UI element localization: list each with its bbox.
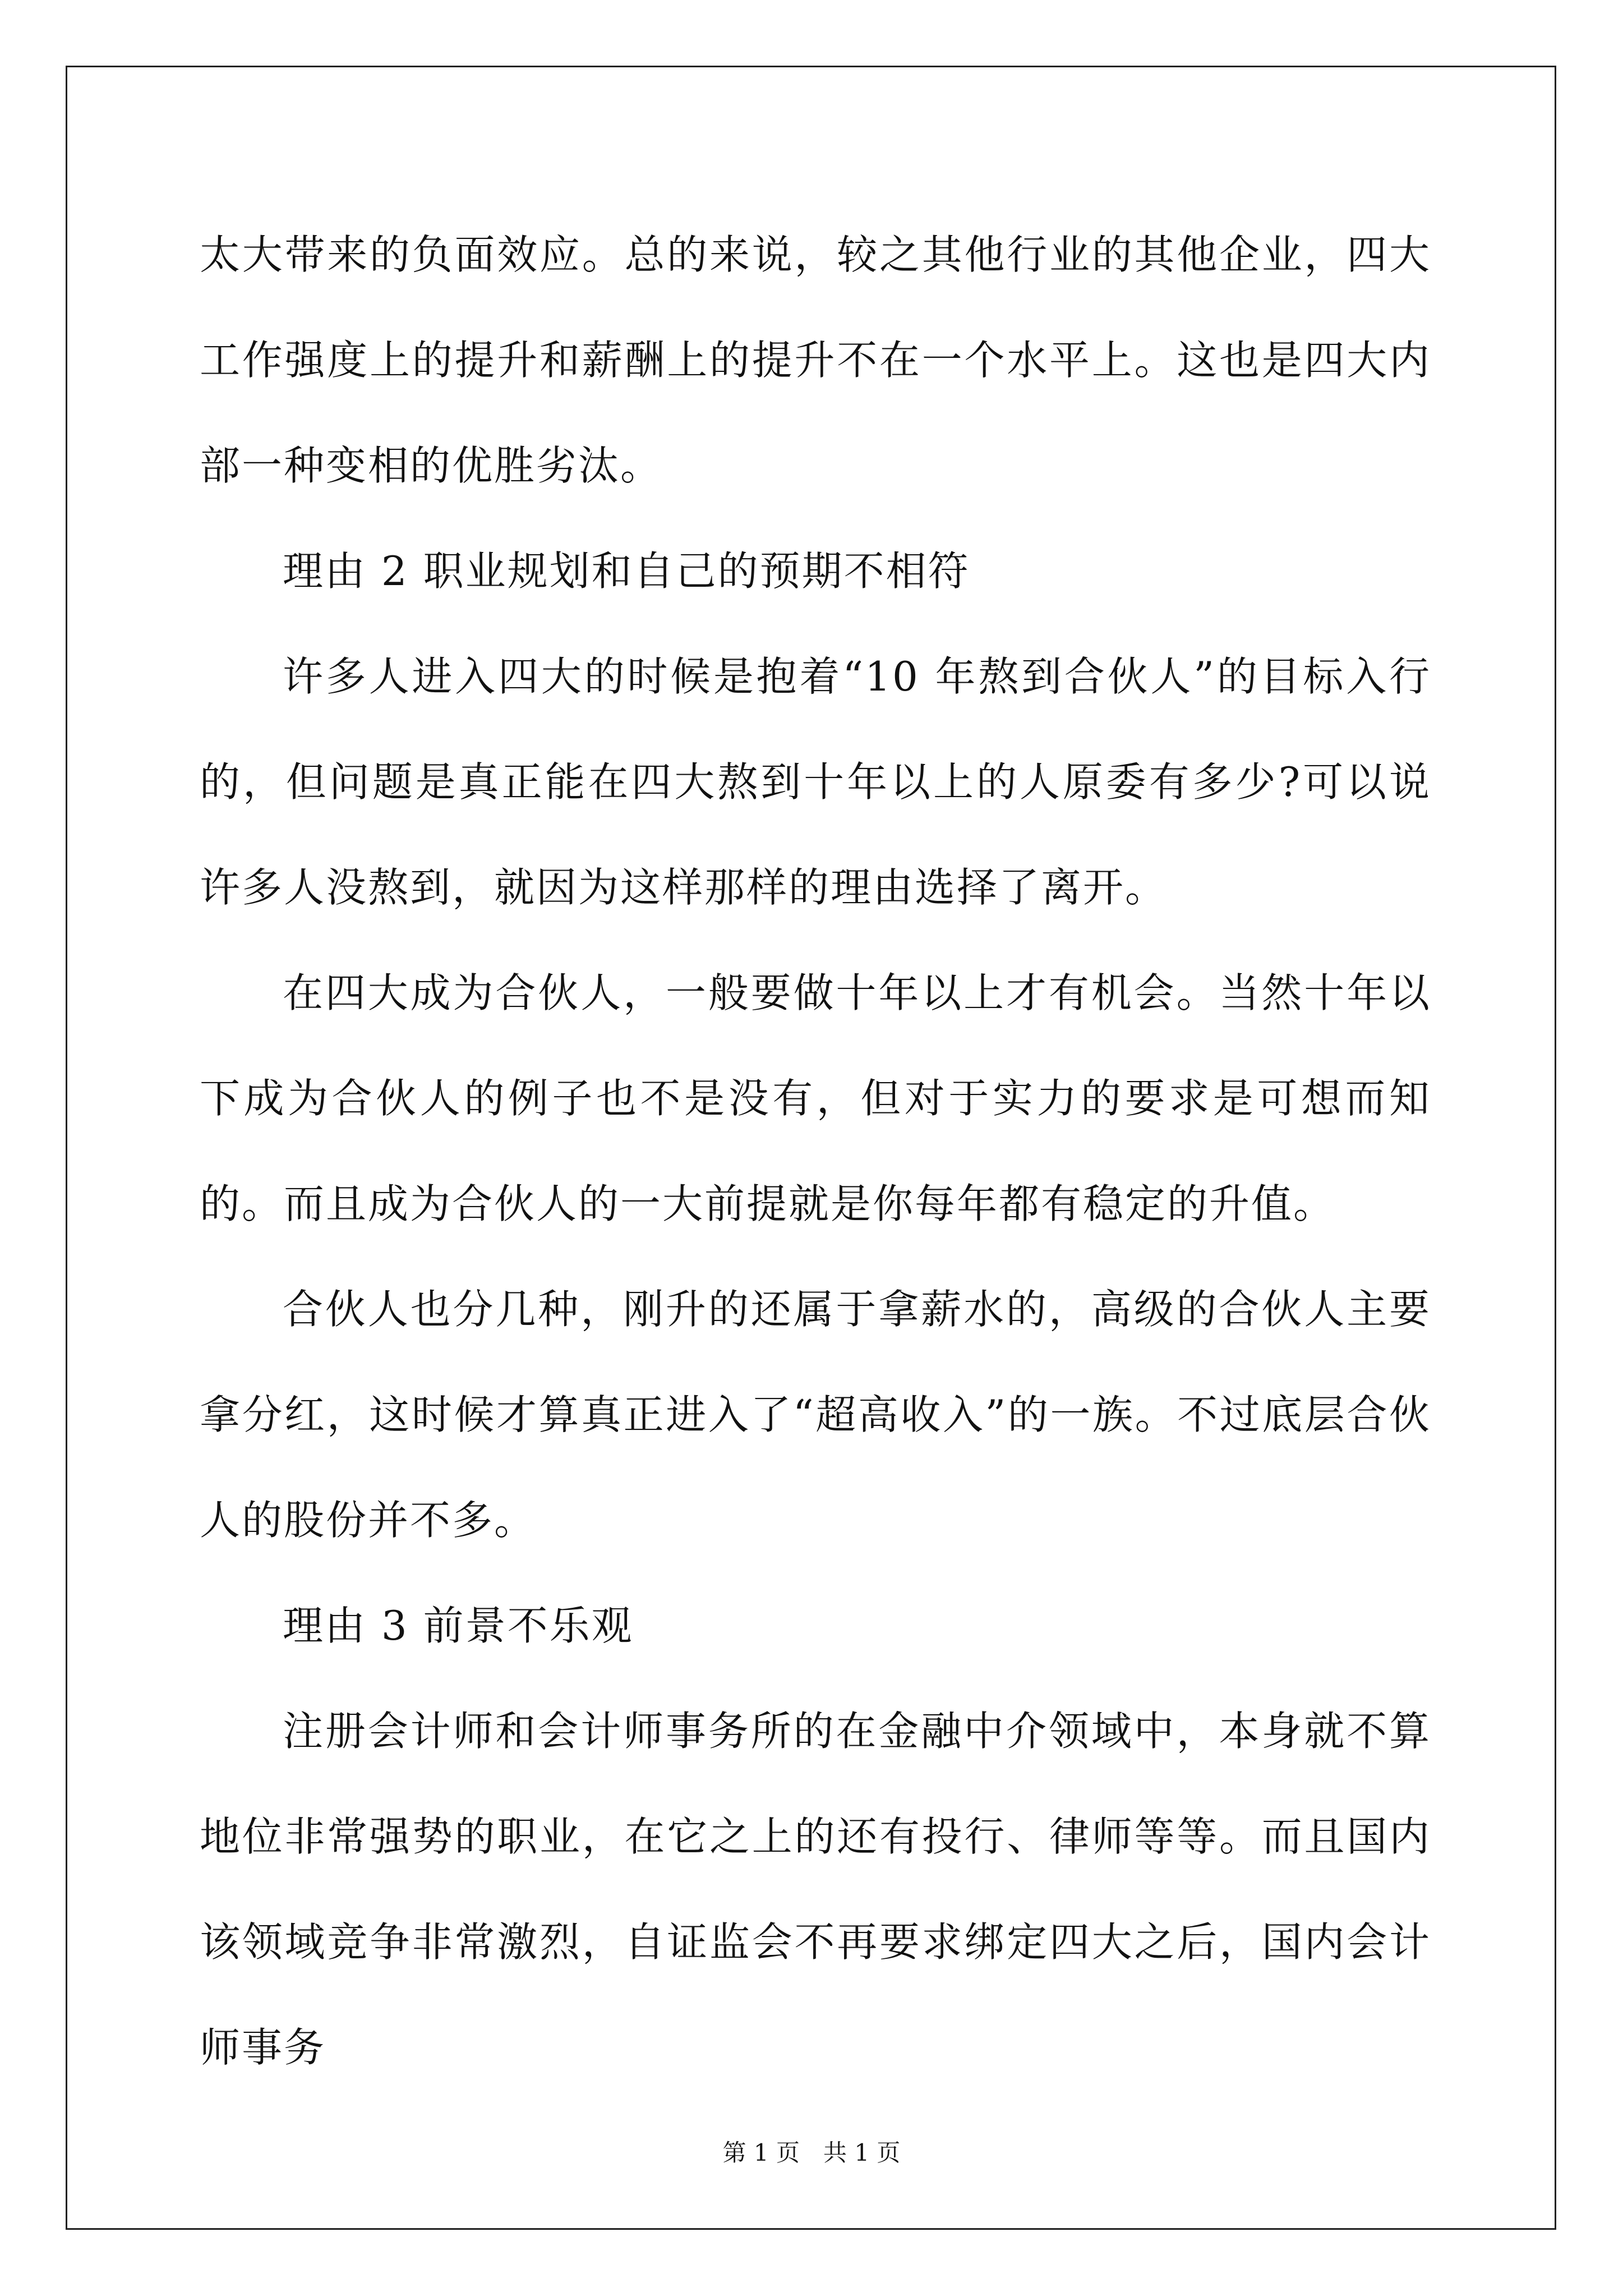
page-number-footer: 第 1 页 共 1 页	[722, 2139, 901, 2166]
document-body	[200, 202, 1431, 2100]
paragraph: 合伙人也分几种，刚升的还属于拿薪水的，高级的合伙人主要拿分红，这时候才算真正进入了“超高收入”的一族。不过底层合伙人的股份并不多。	[200, 1286, 1431, 1544]
paragraph: 注册会计师和会计师事务所的在金融中介领域中，本身就不算地位非常强势的职业，在它之上的还有投行、律师等等。而且国内该领域竞争非常激烈，自证监会不再要求绑定四大之后，国内会计师事务	[200, 1708, 1431, 2071]
paragraph: 在四大成为合伙人，一般要做十年以上才有机会。当然十年以下成为合伙人的例子也不是没有，但对于实力的要求是可想而知的。而且成为合伙人的一大前提就是你每年都有稳定的升值。	[200, 969, 1431, 1227]
paragraph: 太大带来的负面效应。总的来说，较之其他行业的其他企业，四大工作强度上的提升和薪酬上的提升不在一个水平上。这也是四大内部一种变相的优胜劣汰。	[200, 231, 1431, 489]
paragraph: 许多人进入四大的时候是抱着“10 年熬到合伙人”的目标入行的，但问题是真正能在四大熬到十年以上的人原委有多少?可以说许多人没熬到，就因为这样那样的理由选择了离开。	[200, 653, 1431, 911]
section-heading: 理由 2 职业规划和自己的预期不相符	[283, 547, 970, 595]
section-heading: 理由 3 前景不乐观	[283, 1602, 634, 1649]
